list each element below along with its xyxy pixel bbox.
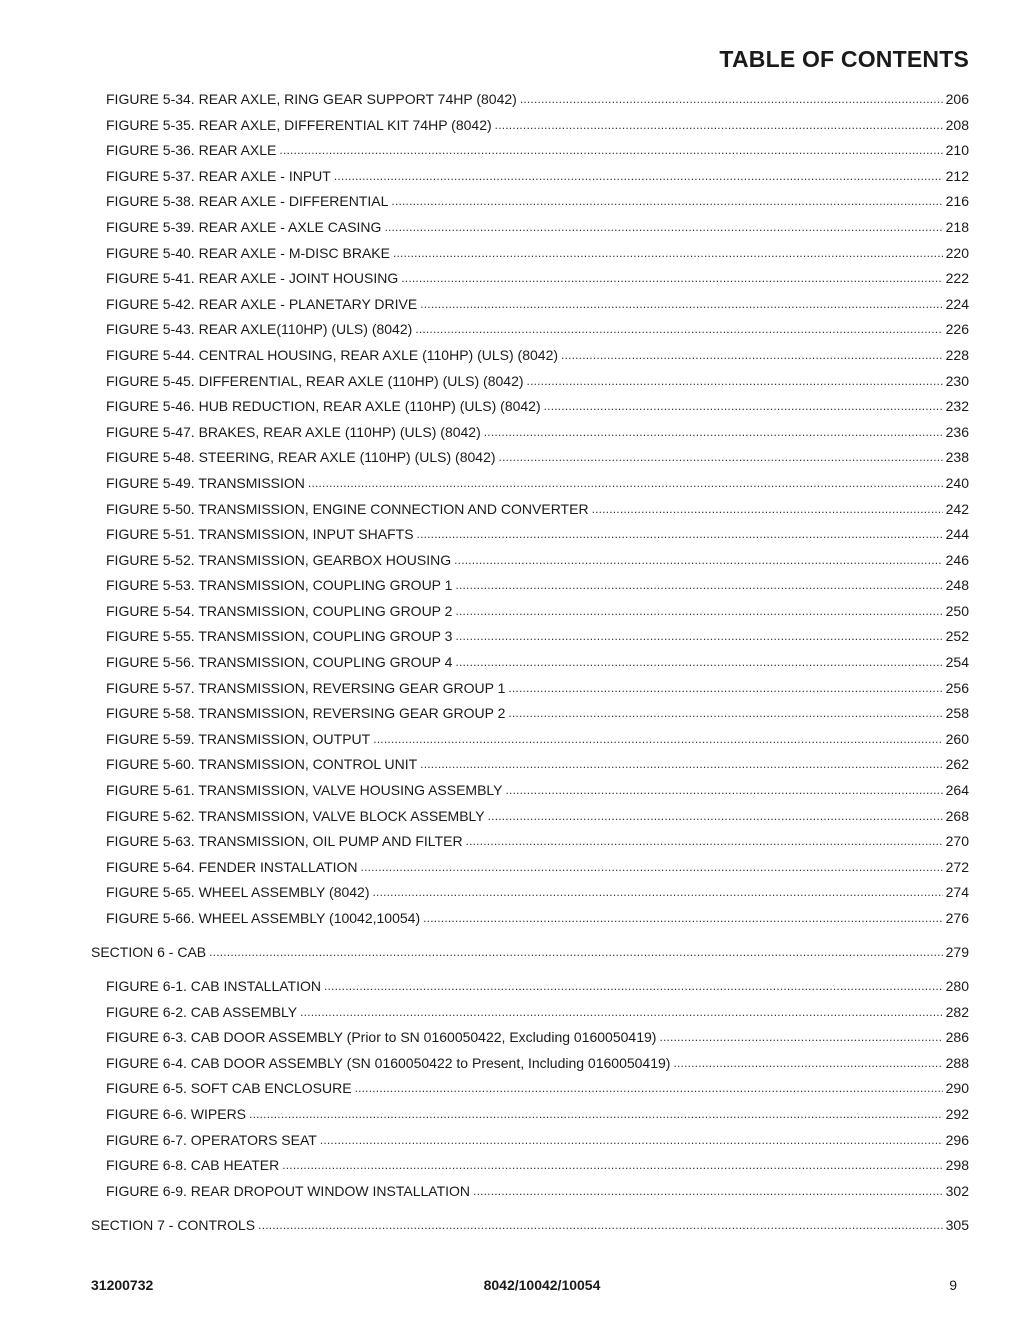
toc-entry-page: 280 <box>945 977 969 994</box>
dot-leader <box>488 804 943 830</box>
dot-leader <box>279 138 942 164</box>
dot-leader <box>520 87 943 113</box>
toc-entry-page: 279 <box>945 943 969 960</box>
toc-figure-entry[interactable] <box>0 471 1024 497</box>
toc-entry-page: 260 <box>945 730 969 747</box>
toc-entry-label: FIGURE 5-37. REAR AXLE - INPUT <box>106 167 331 184</box>
toc-figure-entry[interactable] <box>0 189 1024 215</box>
toc-entry-label: FIGURE 5-38. REAR AXLE - DIFFERENTIAL <box>106 193 389 210</box>
toc-entry-page: 274 <box>945 884 969 901</box>
toc-figure-entry[interactable] <box>0 138 1024 164</box>
dot-leader <box>455 624 942 650</box>
dot-leader <box>282 1153 942 1179</box>
toc-entry-label: FIGURE 5-50. TRANSMISSION, ENGINE CONNECTION AND CONVERTER <box>106 500 589 517</box>
toc-entry-label: FIGURE 5-41. REAR AXLE - JOINT HOUSING <box>106 270 399 287</box>
page-footer <box>0 1277 1024 1297</box>
toc-entry-label: FIGURE 5-62. TRANSMISSION, VALVE BLOCK ASSEMBLY <box>106 807 485 824</box>
toc-figure-entry[interactable] <box>0 164 1024 190</box>
toc-entry-page: 242 <box>945 500 969 517</box>
dot-leader <box>455 573 942 599</box>
toc-figure-entry[interactable] <box>0 113 1024 139</box>
toc-entry-label: FIGURE 6-1. CAB INSTALLATION <box>106 977 321 994</box>
toc-entry-label: FIGURE 5-49. TRANSMISSION <box>106 474 305 491</box>
toc-entry-page: 256 <box>945 679 969 696</box>
toc-figure-entry[interactable] <box>0 727 1024 753</box>
dot-leader <box>420 752 942 778</box>
toc-figure-entry[interactable] <box>0 855 1024 881</box>
toc-figure-entry[interactable] <box>0 1128 1024 1154</box>
dot-leader <box>499 445 943 471</box>
dot-leader <box>324 974 943 1000</box>
toc-figure-entry[interactable] <box>0 1179 1024 1205</box>
toc-entry-page: 290 <box>945 1080 969 1097</box>
toc-entry-page: 230 <box>945 372 969 389</box>
dot-leader <box>455 650 942 676</box>
toc-figure-entry[interactable] <box>0 215 1024 241</box>
toc-entry-page: 210 <box>945 142 969 159</box>
toc-entry-page: 218 <box>945 218 969 235</box>
dot-leader <box>423 906 943 932</box>
toc-entry-page: 252 <box>945 628 969 645</box>
toc-entry-page: 248 <box>945 577 969 594</box>
dot-leader <box>417 522 943 548</box>
dot-leader <box>455 599 942 625</box>
dot-leader <box>391 189 942 215</box>
toc-entry-page: 226 <box>945 321 969 338</box>
toc-entry-label: FIGURE 5-55. TRANSMISSION, COUPLING GROUP 3 <box>106 628 453 645</box>
toc-entry-label: FIGURE 6-4. CAB DOOR ASSEMBLY (SN 0160050422 to Present, Including 0160050419) <box>106 1054 671 1071</box>
toc-entry-page: 276 <box>945 910 969 926</box>
toc-figure-entry[interactable] <box>0 317 1024 343</box>
dot-leader <box>508 701 942 727</box>
toc-figure-entry[interactable] <box>0 292 1024 318</box>
dot-leader <box>401 266 942 292</box>
dot-leader <box>454 548 943 574</box>
toc-entry-page: 305 <box>945 1216 969 1233</box>
dot-leader <box>384 215 942 241</box>
toc-entry-label: FIGURE 5-48. STEERING, REAR AXLE (110HP) (ULS) (8042) <box>106 449 496 466</box>
toc-figure-entry[interactable] <box>0 752 1024 778</box>
toc-entry-label: FIGURE 5-60. TRANSMISSION, CONTROL UNIT <box>106 756 418 773</box>
toc-entry-page: 272 <box>945 858 969 875</box>
dot-leader <box>209 940 943 966</box>
toc-entry-page: 270 <box>945 833 969 850</box>
toc-entry-label: FIGURE 6-8. CAB HEATER <box>106 1157 280 1174</box>
toc-entry-page: 238 <box>945 449 969 466</box>
dot-leader <box>659 1025 942 1051</box>
toc-entry-label: FIGURE 5-61. TRANSMISSION, VALVE HOUSING ASSEMBLY <box>106 782 503 799</box>
dot-leader <box>484 420 943 446</box>
toc-figure-entry[interactable] <box>0 676 1024 702</box>
toc-entry-page: 208 <box>945 116 969 133</box>
toc-entry-label: FIGURE 5-63. TRANSMISSION, OIL PUMP AND FILTER <box>106 833 463 850</box>
toc-entry-label: FIGURE 5-53. TRANSMISSION, COUPLING GROUP 1 <box>106 577 453 594</box>
dot-leader <box>420 292 942 318</box>
dot-leader <box>561 343 943 369</box>
toc-figure-entry[interactable] <box>0 906 1024 932</box>
toc-figure-entry[interactable] <box>0 701 1024 727</box>
toc-figure-entry[interactable] <box>0 445 1024 471</box>
dot-leader <box>320 1128 943 1154</box>
toc-figure-entry[interactable] <box>0 880 1024 906</box>
dot-leader <box>527 369 943 395</box>
toc-figure-entry[interactable] <box>0 650 1024 676</box>
toc-entry-label: FIGURE 5-34. REAR AXLE, RING GEAR SUPPORT 74HP (8042) <box>106 91 517 107</box>
dot-leader <box>373 880 943 906</box>
toc-entry-page: 222 <box>945 270 969 287</box>
dot-leader <box>506 778 943 804</box>
toc-entry-label: FIGURE 5-36. REAR AXLE <box>106 142 277 159</box>
toc-entry-page: 244 <box>945 526 969 543</box>
dot-leader <box>373 727 942 753</box>
toc-figure-entry[interactable] <box>0 369 1024 395</box>
toc-entry-page: 216 <box>945 193 969 210</box>
toc-figure-entry[interactable] <box>0 548 1024 574</box>
toc-entry-page: 220 <box>945 244 969 261</box>
toc-entry-page: 236 <box>945 423 969 440</box>
toc-figure-entry[interactable] <box>0 497 1024 523</box>
toc-entry-page: 262 <box>945 756 969 773</box>
toc-figure-entry[interactable] <box>0 343 1024 369</box>
toc-entry-page: 296 <box>945 1131 969 1148</box>
toc-entry-label: FIGURE 5-45. DIFFERENTIAL, REAR AXLE (110HP) (ULS) (8042) <box>106 372 524 389</box>
toc-figure-entry[interactable] <box>0 394 1024 420</box>
toc-entry-label: FIGURE 6-7. OPERATORS SEAT <box>106 1131 317 1148</box>
toc-figure-entry[interactable] <box>0 599 1024 625</box>
dot-leader <box>300 1000 943 1026</box>
toc-entry-label: FIGURE 6-5. SOFT CAB ENCLOSURE <box>106 1080 352 1097</box>
dot-leader <box>592 497 943 523</box>
toc-entry-page: 302 <box>945 1182 969 1199</box>
dot-leader <box>308 471 943 497</box>
page-title: TABLE OF CONTENTS <box>719 46 969 72</box>
toc-entry-label: FIGURE 5-59. TRANSMISSION, OUTPUT <box>106 730 371 747</box>
toc-figure-entry[interactable] <box>0 1051 1024 1077</box>
dot-leader <box>415 317 942 343</box>
toc-entry-label: FIGURE 5-52. TRANSMISSION, GEARBOX HOUSING <box>106 551 452 568</box>
toc-figure-entry[interactable] <box>0 1076 1024 1102</box>
toc-figure-entry[interactable] <box>0 573 1024 599</box>
toc-entry-page: 288 <box>945 1054 969 1071</box>
toc-entry-page: 232 <box>945 398 969 415</box>
toc-entry-label: FIGURE 5-46. HUB REDUCTION, REAR AXLE (110HP) (ULS) (8042) <box>106 398 541 415</box>
toc-entry-page: 292 <box>945 1105 969 1122</box>
toc-entry-label: FIGURE 5-54. TRANSMISSION, COUPLING GROUP 2 <box>106 602 453 619</box>
toc-entry-label: FIGURE 5-42. REAR AXLE - PLANETARY DRIVE <box>106 295 418 312</box>
toc-entry-page: 298 <box>945 1157 969 1174</box>
toc-section-entry[interactable] <box>0 940 1024 966</box>
toc-entry-label: FIGURE 5-40. REAR AXLE - M-DISC BRAKE <box>106 244 390 261</box>
toc-entry-label: FIGURE 5-56. TRANSMISSION, COUPLING GROUP 4 <box>106 654 453 671</box>
toc-entry-page: 212 <box>945 167 969 184</box>
toc-entry-page: 254 <box>945 654 969 671</box>
toc-entry-label: FIGURE 5-39. REAR AXLE - AXLE CASING <box>106 218 382 235</box>
toc-figure-entry[interactable] <box>0 829 1024 855</box>
toc-entry-page: 240 <box>945 474 969 491</box>
dot-leader <box>508 676 942 702</box>
toc-figure-entry[interactable] <box>0 778 1024 804</box>
dot-leader <box>258 1213 943 1239</box>
toc-entry-page: 264 <box>945 782 969 799</box>
toc-entry-label: FIGURE 5-66. WHEEL ASSEMBLY (10042,10054) <box>106 910 421 926</box>
toc-entry-label: FIGURE 5-65. WHEEL ASSEMBLY (8042) <box>106 884 370 901</box>
dot-leader <box>249 1102 943 1128</box>
table-of-contents <box>0 87 1024 1238</box>
page-number: 9 <box>949 1277 957 1293</box>
toc-figure-entry[interactable] <box>0 974 1024 1000</box>
dot-leader <box>355 1076 943 1102</box>
toc-figure-entry[interactable] <box>0 804 1024 830</box>
toc-entry-label: FIGURE 5-64. FENDER INSTALLATION <box>106 858 358 875</box>
dot-leader <box>361 855 943 881</box>
document-number: 31200732 <box>91 1277 154 1293</box>
toc-entry-page: 258 <box>945 705 969 722</box>
toc-entry-page: 250 <box>945 602 969 619</box>
toc-entry-label: FIGURE 5-44. CENTRAL HOUSING, REAR AXLE (110HP) (ULS) (8042) <box>106 346 559 363</box>
toc-entry-label: FIGURE 5-35. REAR AXLE, DIFFERENTIAL KIT 74HP (8042) <box>106 116 492 133</box>
toc-entry-page: 286 <box>945 1029 969 1046</box>
toc-figure-entry[interactable] <box>0 241 1024 267</box>
toc-entry-label: FIGURE 6-6. WIPERS <box>106 1105 247 1122</box>
toc-figure-entry[interactable] <box>0 624 1024 650</box>
toc-entry-page: 246 <box>945 551 969 568</box>
toc-figure-entry[interactable] <box>0 522 1024 548</box>
model-numbers: 8042/10042/10054 <box>483 1277 601 1293</box>
toc-figure-entry[interactable] <box>0 1102 1024 1128</box>
toc-section-entry[interactable] <box>0 1213 1024 1239</box>
toc-figure-entry[interactable] <box>0 87 1024 113</box>
toc-figure-entry[interactable] <box>0 420 1024 446</box>
toc-entry-page: 206 <box>945 91 969 107</box>
toc-figure-entry[interactable] <box>0 1153 1024 1179</box>
toc-entry-label: SECTION 6 - CAB <box>91 943 207 960</box>
toc-figure-entry[interactable] <box>0 1025 1024 1051</box>
toc-entry-label: FIGURE 5-43. REAR AXLE(110HP) (ULS) (8042) <box>106 321 413 338</box>
toc-entry-label: FIGURE 5-57. TRANSMISSION, REVERSING GEAR GROUP 1 <box>106 679 506 696</box>
toc-entry-label: SECTION 7 - CONTROLS <box>91 1216 256 1233</box>
toc-figure-entry[interactable] <box>0 266 1024 292</box>
toc-entry-page: 224 <box>945 295 969 312</box>
dot-leader <box>393 241 943 267</box>
toc-entry-label: FIGURE 5-51. TRANSMISSION, INPUT SHAFTS <box>106 526 414 543</box>
dot-leader <box>544 394 943 420</box>
dot-leader <box>334 164 943 190</box>
toc-entry-page: 228 <box>945 346 969 363</box>
dot-leader <box>466 829 943 855</box>
toc-entry-label: FIGURE 5-58. TRANSMISSION, REVERSING GEAR GROUP 2 <box>106 705 506 722</box>
toc-entry-label: FIGURE 6-3. CAB DOOR ASSEMBLY (Prior to SN 0160050422, Excluding 0160050419) <box>106 1029 657 1046</box>
toc-entry-label: FIGURE 6-9. REAR DROPOUT WINDOW INSTALLATION <box>106 1182 471 1199</box>
toc-entry-label: FIGURE 5-47. BRAKES, REAR AXLE (110HP) (ULS) (8042) <box>106 423 481 440</box>
toc-figure-entry[interactable] <box>0 1000 1024 1026</box>
dot-leader <box>495 113 943 139</box>
toc-entry-page: 282 <box>945 1003 969 1020</box>
dot-leader <box>473 1179 943 1205</box>
dot-leader <box>673 1051 942 1077</box>
toc-entry-page: 268 <box>945 807 969 824</box>
toc-entry-label: FIGURE 6-2. CAB ASSEMBLY <box>106 1003 298 1020</box>
